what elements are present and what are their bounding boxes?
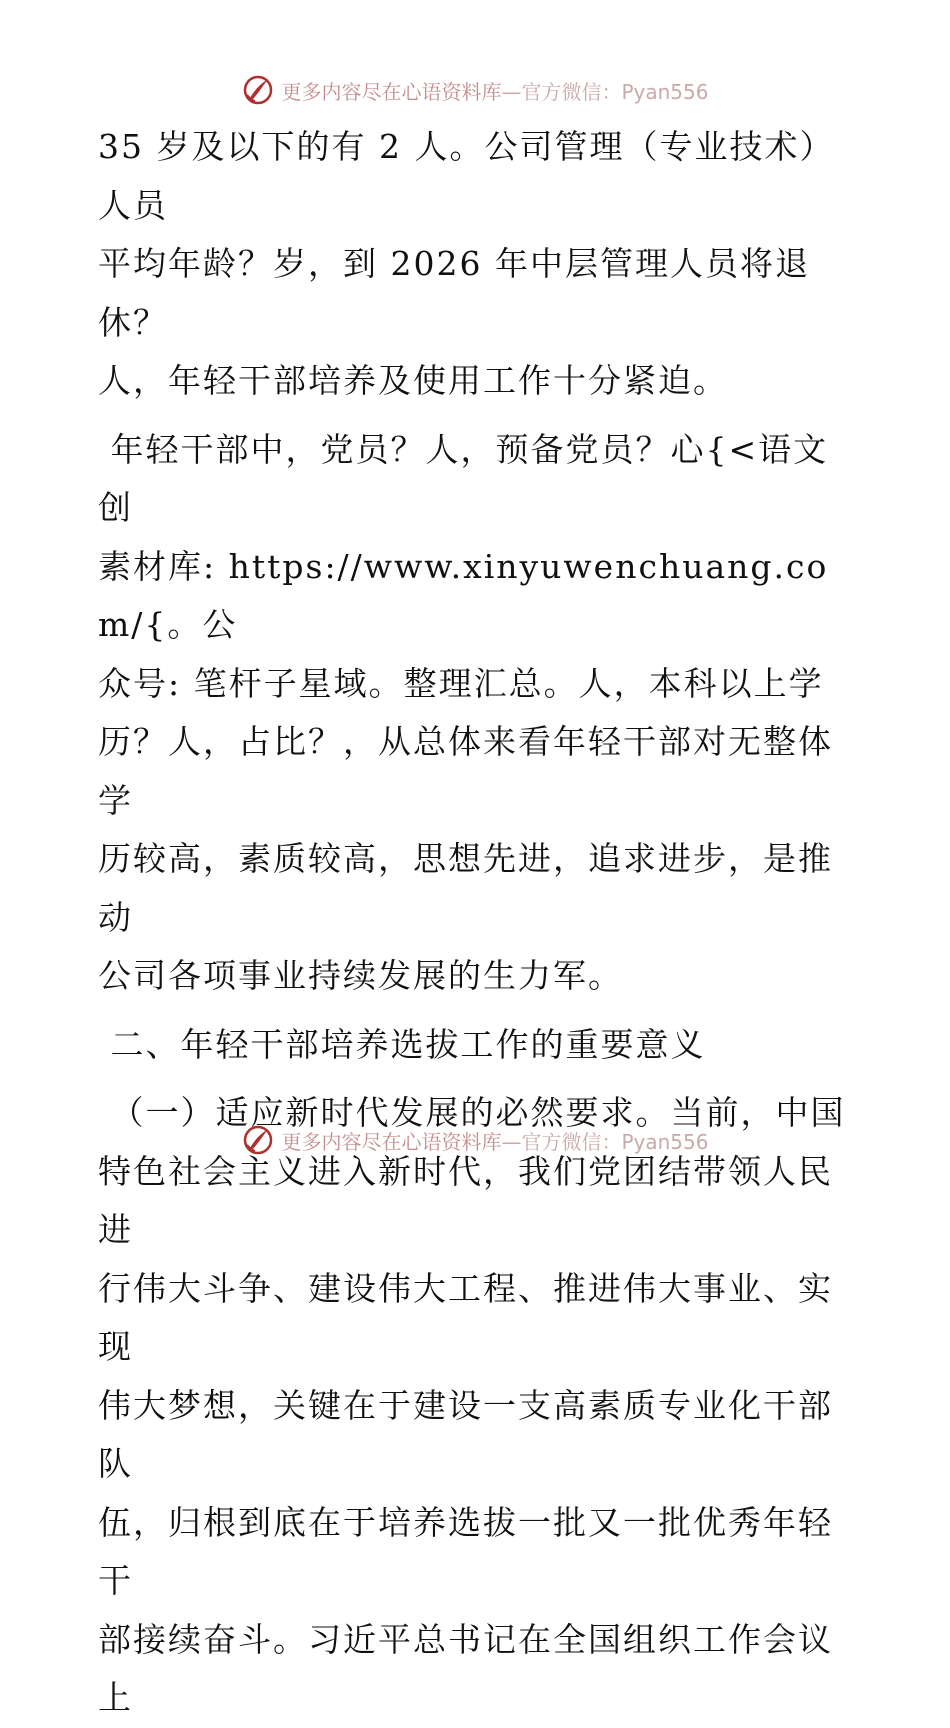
paragraph-2 [98, 421, 858, 1006]
text-line: （一）适应新时代发展的必然要求。当前，中国 [98, 1093, 846, 1132]
heading-text: 二、年轻干部培养选拔工作的重要意义 [98, 1024, 706, 1064]
text-line: 人，年轻干部培养及使用工作十分紧迫。 [98, 361, 728, 400]
watermark-contact: 官方微信：Pyan556 [521, 1129, 709, 1154]
watermark-text [281, 1126, 708, 1155]
watermark-brand: 更多内容尽在心语资料库 [281, 79, 502, 104]
watermark-separator: — [501, 79, 522, 104]
document-body [98, 118, 858, 1728]
text-line: 伟大梦想，关键在于建设一支高素质专业化干部队 [98, 1385, 833, 1483]
watermark-footer [0, 1120, 950, 1160]
text-line: 公司各项事业持续发展的生力军。 [98, 956, 623, 995]
text-line: 35 岁及以下的有 2 人。公司管理（专业技术）人员 [98, 127, 835, 225]
text-line: 行伟大斗争、建设伟大工程、推进伟大事业、实现 [98, 1268, 833, 1366]
text-line: 特色社会主义进入新时代，我们党团结带领人民进 [98, 1151, 833, 1249]
section-heading [98, 1016, 858, 1075]
paragraph-3 [98, 1084, 858, 1728]
paragraph-1 [98, 118, 858, 411]
text-line: 众号: 笔杆子星域。整理汇总。人，本科以上学 [98, 663, 824, 703]
watermark-text [281, 76, 708, 105]
text-line: 历？人，占比？，从总体来看年轻干部对无整体学 [98, 722, 833, 820]
text-line: 平均年龄？岁，到 2026 年中层管理人员将退休？ [98, 244, 810, 342]
text-line: 历较高，素质较高，思想先进，追求进步，是推动 [98, 839, 833, 937]
watermark-contact: 官方微信：Pyan556 [521, 79, 709, 104]
text-line: 素材库: https://www.xinyuwenchuang.com/{。公 [98, 546, 829, 644]
text-line: 年轻干部中，党员？人，预备党员？心{<语文创 [98, 429, 829, 527]
watermark-header [0, 70, 950, 110]
text-line: 伍，归根到底在于培养选拔一批又一批优秀年轻干 [98, 1502, 833, 1600]
hand-quill-logo-icon [241, 1123, 275, 1157]
hand-quill-logo-icon [241, 73, 275, 107]
watermark-brand: 更多内容尽在心语资料库 [281, 1129, 502, 1154]
text-line: 部接续奋斗。习近平总书记在全国组织工作会议上 [98, 1619, 833, 1717]
watermark-separator: — [501, 1129, 522, 1154]
